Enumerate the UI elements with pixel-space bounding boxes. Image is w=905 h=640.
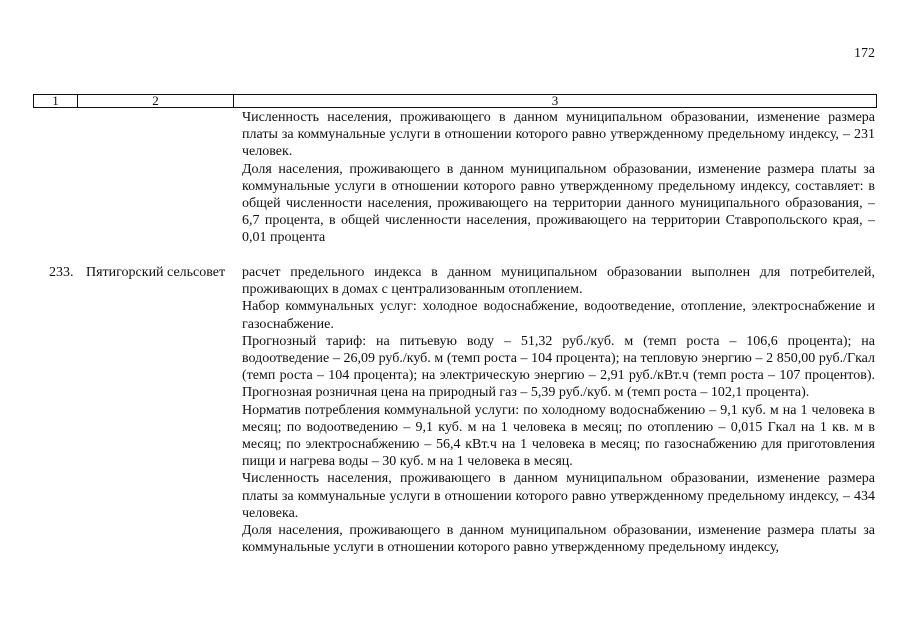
paragraph: Набор коммунальных услуг: холодное водоснабжение, водоотведение, отопление, электроснабжение и газоснабжение. (242, 299, 875, 332)
paragraph: Доля населения, проживающего в данном муниципальном образовании, изменение размера платы за коммунальные услуги в отношении которого равно утвержденному предельному индексу, составляет: в общей численности населения, проживающего на территории данного муниципального образования, – 6,7 процента, в общей численности населения, проживающего на территории Ставропольского края, – 0,01 процента (242, 161, 875, 246)
paragraph: Норматив потребления коммунальной услуги: по холодному водоснабжению – 9,1 куб. м на 1 человека в месяц; по водоотведению – 9,1 куб. м на 1 человека в месяц; по отоплению – 0,015 Гкал на 1 кв. м в месяц; по электроснабжению – 56,4 кВт.ч на 1 человека в месяц; по газоснабжению для приготовления пищи и нагрева воды – 30 куб. м на 1 человека в месяц. (242, 402, 875, 470)
table-header (33, 94, 877, 108)
paragraph: Доля населения, проживающего в данном муниципальном образовании, изменение размера платы за коммунальные услуги в отношении которого равно утвержденному предельному индексу, (242, 523, 875, 556)
paragraph: Прогнозный тариф: на питьевую воду – 51,32 руб./куб. м (темп роста – 106,6 процента); на водоотведение – 26,09 руб./куб. м (темп роста – 104 процента); на тепловую энергию – 2 850,00 руб./Гкал (темп роста – 104 процента); на электрическую энергию – 2,91 руб./кВт.ч (темп роста – 107 процентов). Прогнозная розничная цена на природный газ – 5,39 руб./куб. м (темп роста – 102,1 процента). (242, 333, 875, 401)
row-233-text (242, 264, 875, 556)
paragraph: расчет предельного индекса в данном муниципальном образовании выполнен для потребителей, проживающих в домах с централизованным отоплением. (242, 265, 875, 298)
page-number: 172 (854, 46, 875, 61)
municipality-name: Пятигорский сельсовет (86, 265, 226, 280)
header-col-1: 1 (52, 93, 59, 108)
row-number: 233. (49, 265, 74, 280)
paragraph: Численность населения, проживающего в данном муниципальном образовании, изменение размера платы за коммунальные услуги в отношении которого равно утвержденному предельному индексу, – 434 человека. (242, 471, 875, 521)
continued-row-text (242, 109, 875, 247)
header-col-2: 2 (78, 95, 234, 108)
header-col-3: 3 (234, 95, 877, 108)
paragraph: Численность населения, проживающего в данном муниципальном образовании, изменение размера платы за коммунальные услуги в отношении которого равно утвержденному предельному индексу, – 231 человек. (242, 110, 875, 160)
